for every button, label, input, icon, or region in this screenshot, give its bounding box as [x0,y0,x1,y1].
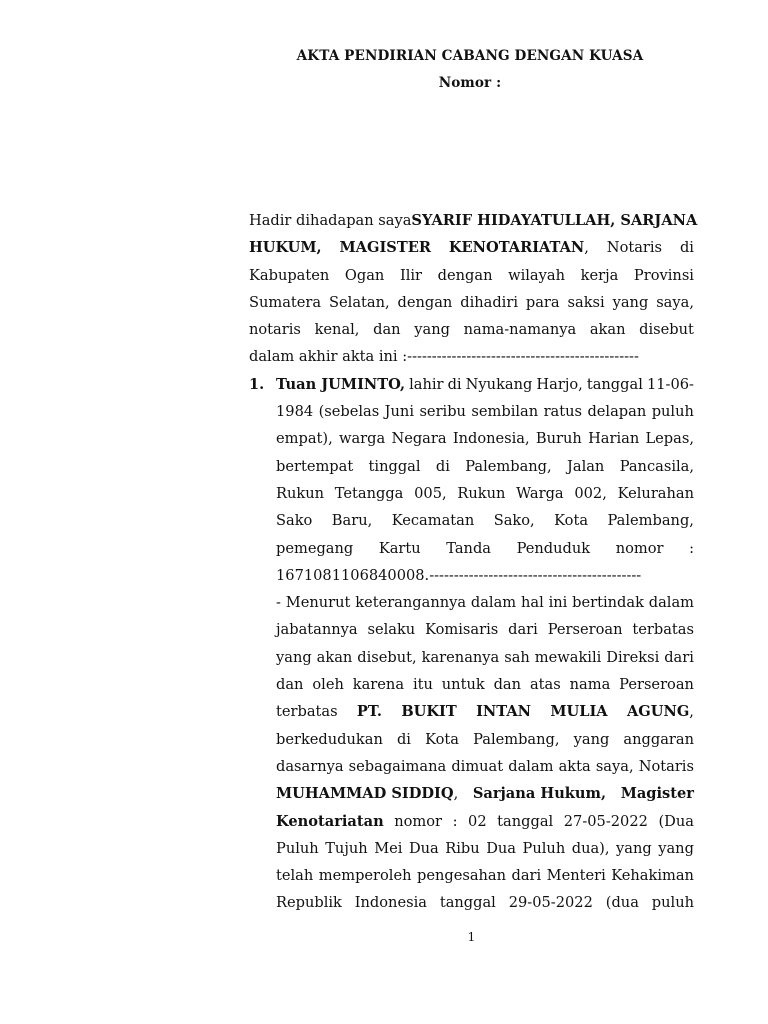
text-line [249,262,694,289]
word: Kabupaten [249,266,330,284]
word: Menurut [285,594,351,612]
word: di [447,375,462,393]
word: telah [276,867,314,885]
word: Negara [391,430,447,448]
word: Hadir dihadapan saya [249,212,412,229]
word: yang [573,730,610,748]
word: Direksi [606,648,660,666]
word: sembilan [471,403,539,421]
word: Warga [516,484,564,502]
word: HUKUM, [249,239,322,257]
word: bertindak [572,594,644,612]
word: tinggal [368,457,421,475]
word: Palembang, [465,457,552,475]
word: akan [316,648,353,666]
text-line [249,207,698,234]
word: Kelurahan [617,484,694,502]
word: Jalan [567,457,605,475]
word: pemegang [276,539,354,557]
text-line [276,507,694,534]
word: selaku [367,621,416,639]
word: 002, [574,484,607,502]
text-line [276,398,694,425]
word: MUHAMMAD SIDDIQ, [276,785,459,803]
text-line [276,780,694,807]
word: INTAN [476,703,531,721]
word: dalam akhir akta ini :----------------------------------------------- [249,348,639,366]
word: tanggal [497,812,554,830]
text-line [276,589,694,616]
word: anggaran [623,730,694,748]
word: Harjo, [536,375,583,393]
word: dengan [397,293,453,311]
word: dari [664,648,694,666]
word: tanggal [586,375,643,393]
text-line [276,753,694,780]
text-line [276,371,694,398]
word: Sumatera [249,293,322,311]
word: Harian [588,430,640,448]
word: nomor [394,812,443,830]
document-body [249,207,698,917]
word: Menteri [546,867,606,885]
word: ratus [543,403,583,421]
word: Sarjana Hukum, [472,785,607,803]
word: Mei [374,839,403,857]
text-line [276,535,694,562]
word: Dua [408,839,439,857]
word: Ribu [445,839,480,857]
word: itu [412,676,433,694]
word: : [689,539,694,557]
text-line [276,835,694,862]
word: disebut, [357,648,417,666]
text-line [249,289,694,316]
word: dalam [508,757,554,775]
text-line [276,644,694,671]
word: dari [511,867,542,885]
word: KENOTARIATAN, [448,239,589,257]
word: Republik [276,894,342,912]
word: Buruh [535,430,582,448]
word: Kota [554,512,589,530]
word: (sebelas [318,403,380,421]
word: dan [276,676,304,694]
text-line [276,671,694,698]
word: BUKIT [401,703,457,721]
text-line [276,698,694,725]
text-line [249,316,694,343]
word: Notaris [606,239,663,257]
document-title: AKTA PENDIRIAN CABANG DENGAN KUASA [296,48,644,64]
word: bertempat [276,457,354,475]
word: ini [548,594,568,612]
word: notaris [249,321,301,339]
text-line [276,726,694,753]
word: lahir [409,375,444,393]
word: (dua [605,894,639,912]
item-number: 1. [249,375,265,393]
word: yang [414,321,450,339]
word: wilayah [508,266,565,284]
word: yang [612,293,649,311]
word: dalam [648,594,694,612]
word: 11-06- [646,375,694,393]
text-line [276,480,694,507]
word: : [452,812,458,830]
word: SYARIF HIDAYATULLAH, SARJANA [411,212,698,229]
word: memperoleh [318,867,412,885]
word: karenanya [421,648,500,666]
word: Dua [486,839,517,857]
word: Indonesia [354,894,427,912]
party-item [249,371,694,917]
word: kenal, [314,321,360,339]
word: Rukun [457,484,506,502]
word: dengan [437,266,493,284]
text-line [276,616,694,643]
word: akan [589,321,626,339]
word: dalam [470,594,517,612]
word: 005, [414,484,447,502]
text-line [276,425,694,452]
word: nomor [615,539,664,557]
word: Kenotariatan [276,812,384,830]
word: Rukun [276,484,325,502]
word: 02 [468,812,487,830]
word: kerja [580,266,619,284]
word: Sako, [493,512,535,530]
text-line [249,343,694,370]
word: AGUNG, [626,703,694,721]
word: Tuan JUMINTO, [276,375,406,393]
word: MULIA [550,703,608,721]
word: Selatan, [329,293,390,311]
word: puluh [651,894,694,912]
word: pengesahan [416,867,507,885]
word: - [276,594,281,612]
word: 27-05-2022 [563,812,648,830]
word: Kota [425,730,459,748]
word: dua), [571,839,610,857]
text-line [276,453,694,480]
word: Magister [620,785,694,803]
word: Indonesia, [452,430,530,448]
word: Tetangga [334,484,404,502]
word: nama-namanya [463,321,577,339]
page-number: 1 [467,930,476,944]
word: oleh [312,676,344,694]
word: Notaris [638,757,694,775]
word: atas [529,676,561,694]
word: Pancasila, [619,457,694,475]
text-line [276,889,694,916]
intro-paragraph [249,207,698,371]
text-line [249,234,694,261]
word: empat), [276,430,333,448]
word: yang [616,839,652,857]
word: delapan [587,403,647,421]
word: Juni [384,403,414,421]
word: di [679,239,694,257]
text-line [276,562,694,589]
word: Penduduk [516,539,591,557]
word: untuk [441,676,485,694]
word: dasarnya [276,757,344,775]
word: Perseroan [547,621,623,639]
word: yang [276,648,312,666]
word: terbatas [632,621,694,639]
word: saya, [595,757,634,775]
word: MAGISTER [339,239,431,257]
word: dimuat [451,757,504,775]
word: Ogan [344,266,385,284]
word: para [525,293,560,311]
word: tanggal [439,894,496,912]
word: Palembang, [473,730,560,748]
word: mewakili [534,648,602,666]
word: 1671081106840008.------------------------------------------- [276,566,642,584]
word: Baru, [331,512,373,530]
text-line [276,862,694,889]
word: Perseroan [619,676,694,694]
word: yang [658,839,694,857]
word: berkedudukan [276,730,383,748]
word: sah [504,648,530,666]
word: Nyukang [465,375,533,393]
document-number-label: Nomor : [438,75,502,91]
word: sebagaimana [348,757,447,775]
word: karena [352,676,405,694]
word: dan [373,321,401,339]
word: keterangannya [355,594,467,612]
word: akta [558,757,591,775]
word: terbatas [276,703,338,721]
word: PT. [356,703,382,721]
word: seribu [419,403,466,421]
word: Kartu [378,539,421,557]
word: Palembang, [607,512,694,530]
word: 1984 [276,403,314,421]
word: (Dua [658,812,694,830]
word: di [396,730,411,748]
word: saya, [656,293,694,311]
word: jabatannya [276,621,358,639]
word: dan [493,676,522,694]
word: Provinsi [633,266,694,284]
word: disebut [639,321,694,339]
text-line [276,808,694,835]
word: Kecamatan [391,512,475,530]
word: Komisaris [425,621,499,639]
word: Sako [276,512,313,530]
word: di [435,457,450,475]
word: puluh [651,403,694,421]
word: Lepas, [645,430,694,448]
word: nama [569,676,611,694]
word: Kehakiman [611,867,694,885]
word: saksi [567,293,605,311]
word: Puluh [276,839,319,857]
word: Puluh [522,839,566,857]
party-item-content [276,371,694,917]
word: dihadiri [460,293,518,311]
word: hal [520,594,544,612]
word: Ilir [399,266,423,284]
word: Tujuh [325,839,368,857]
word: 29-05-2022 [508,894,593,912]
word: Tanda [446,539,491,557]
word: warga [338,430,386,448]
word: dari [508,621,538,639]
